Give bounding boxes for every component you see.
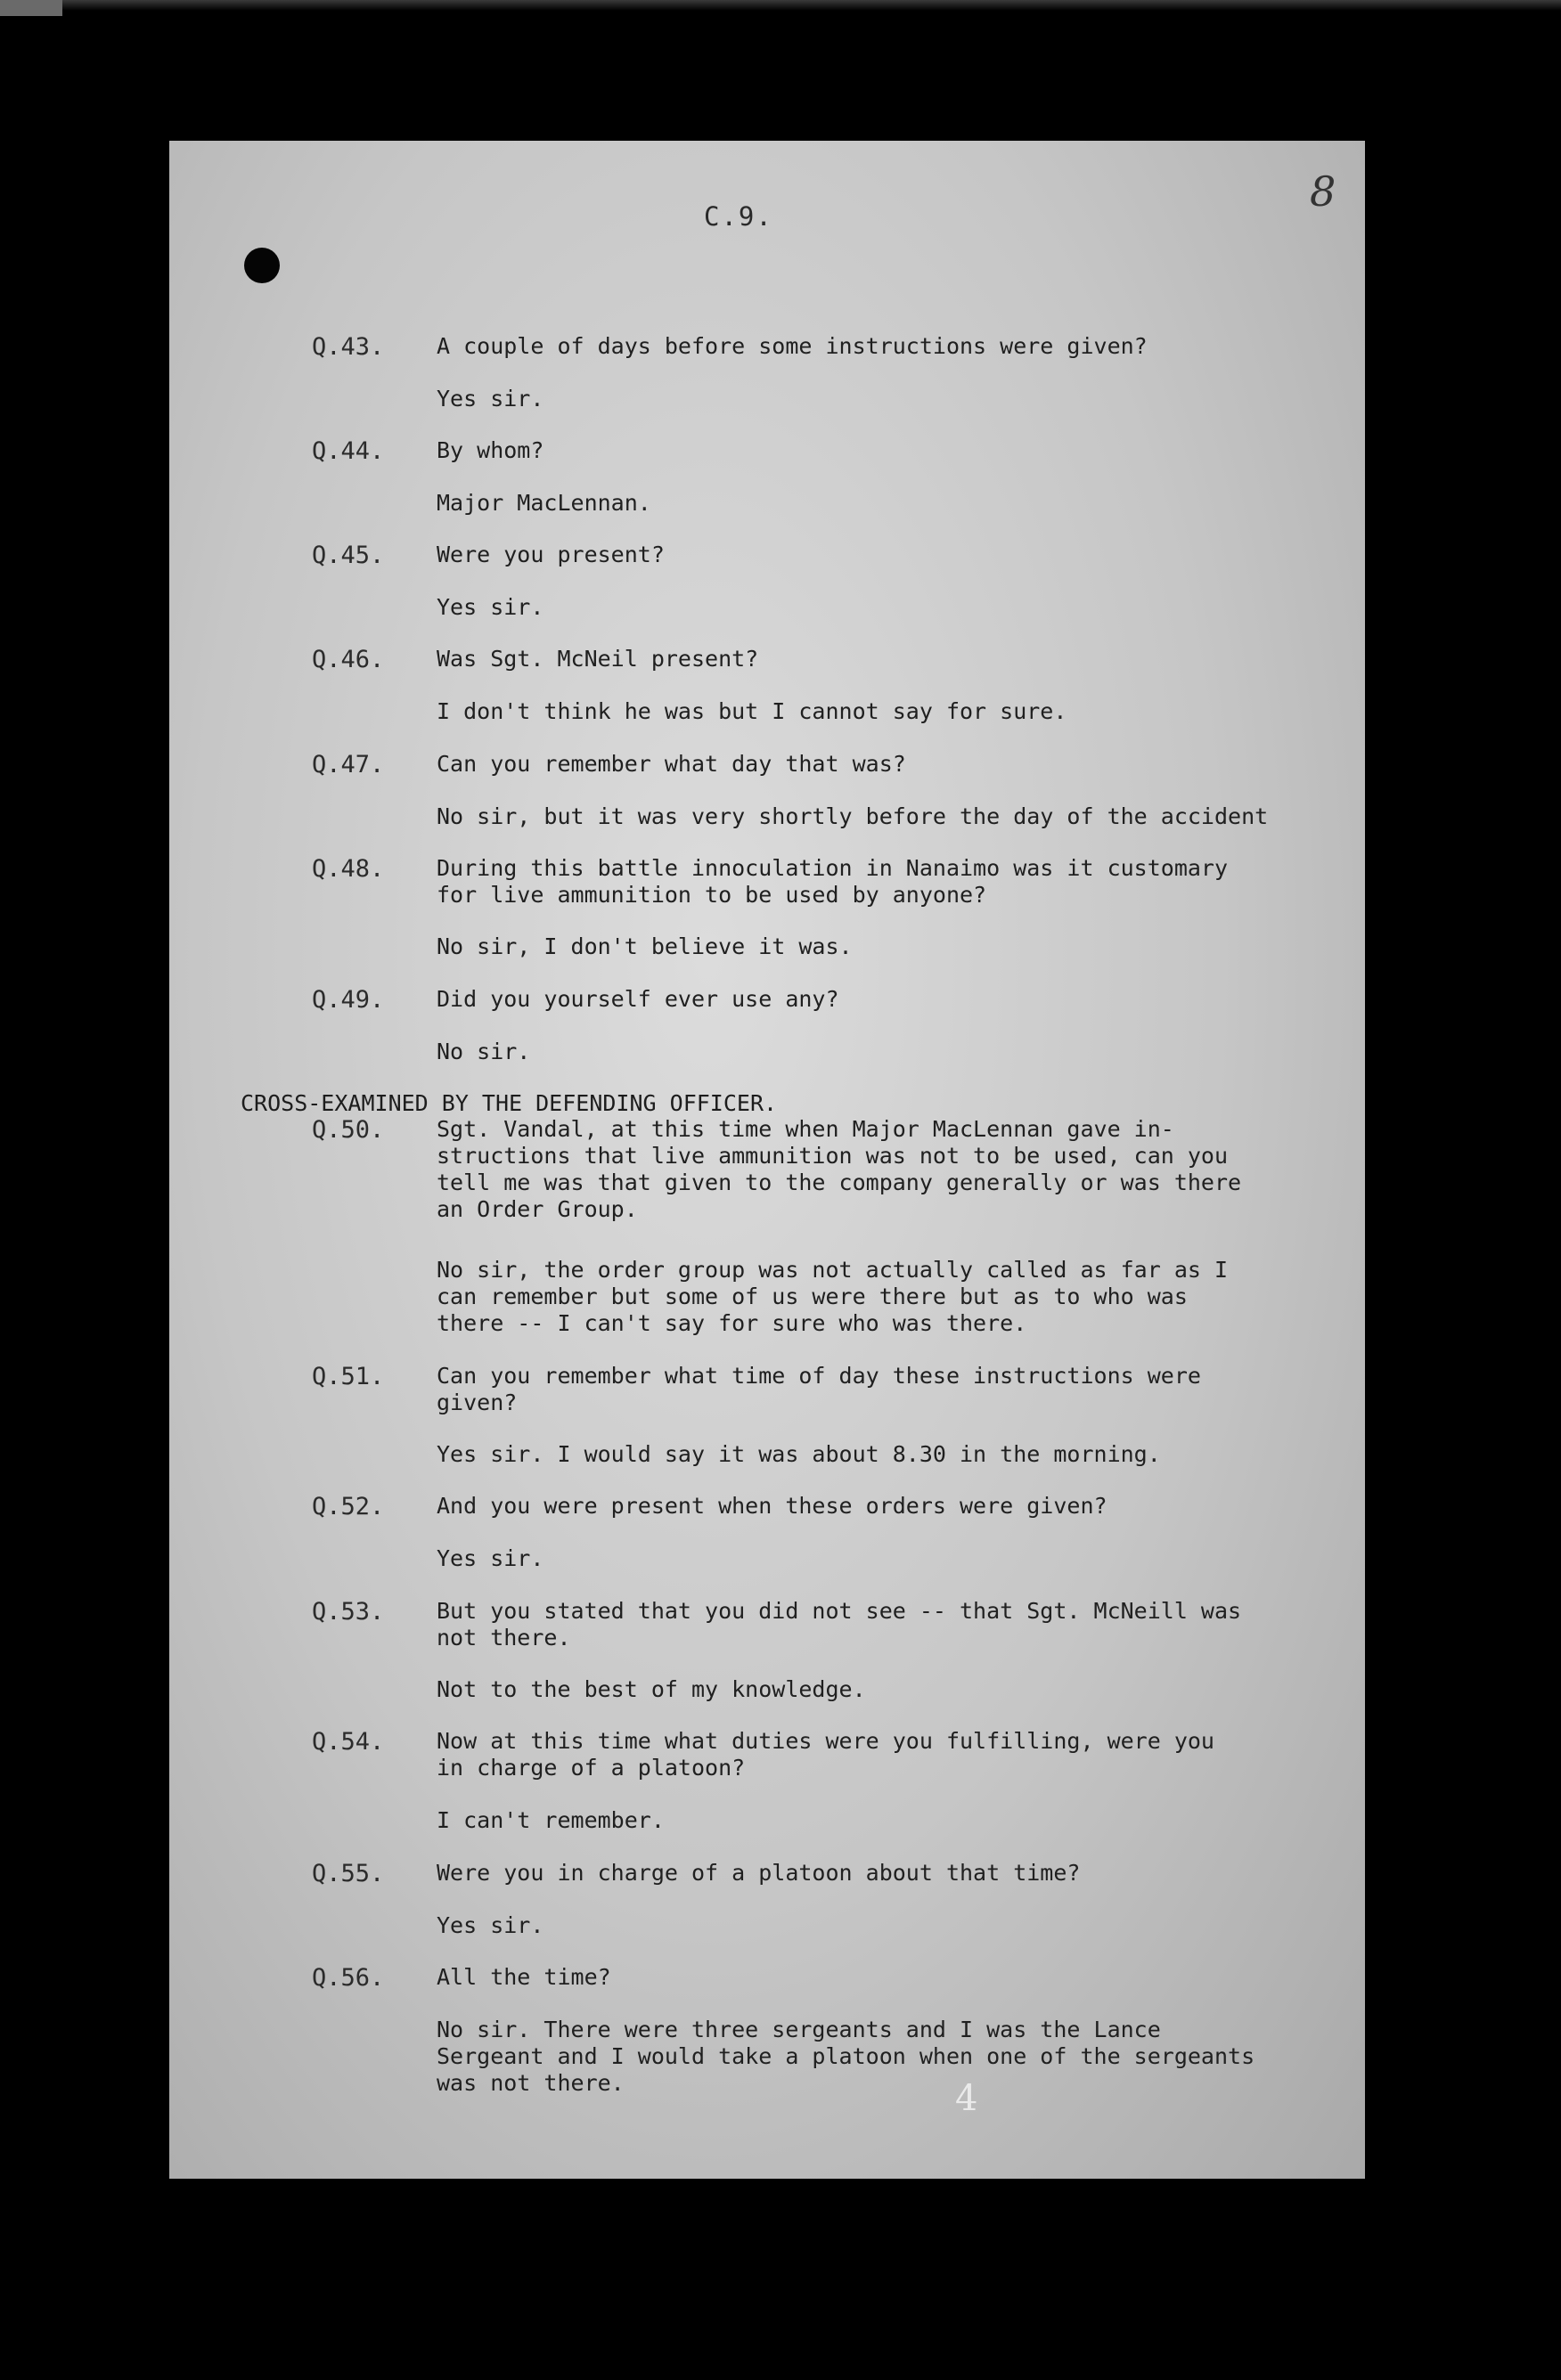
- question-number: Q.46.: [312, 646, 385, 673]
- answer-text: there -- I can't say for sure who was there.: [437, 1310, 1027, 1336]
- document-page: [169, 141, 1365, 2179]
- question-text: Sgt. Vandal, at this time when Major MacLennan gave in-: [437, 1116, 1174, 1142]
- question-text: Did you yourself ever use any?: [437, 986, 839, 1012]
- question-text: Were you in charge of a platoon about that time?: [437, 1860, 1081, 1886]
- answer-text: No sir, the order group was not actually called as far as I: [437, 1257, 1229, 1283]
- answer-text: was not there.: [437, 2070, 625, 2096]
- question-number: Q.51.: [312, 1363, 385, 1390]
- question-text: Now at this time what duties were you fulfilling, were you: [437, 1728, 1214, 1754]
- answer-text: I can't remember.: [437, 1807, 665, 1833]
- question-text: But you stated that you did not see -- that Sgt. McNeill was: [437, 1598, 1242, 1624]
- question-text: Were you present?: [437, 542, 665, 567]
- answer-text: can remember but some of us were there but as to who was: [437, 1284, 1188, 1309]
- punch-hole: [244, 248, 280, 283]
- answer-text: I don't think he was but I cannot say for sure.: [437, 698, 1067, 724]
- answer-text: No sir, but it was very shortly before the day of the accident: [437, 803, 1269, 829]
- question-text: not there.: [437, 1625, 571, 1651]
- question-number: Q.45.: [312, 542, 385, 569]
- question-number: Q.56.: [312, 1964, 385, 1992]
- question-number: Q.50.: [312, 1116, 385, 1144]
- question-text: Can you remember what day that was?: [437, 751, 906, 777]
- question-text: During this battle innoculation in Nanaimo was it customary: [437, 855, 1229, 881]
- folio-number: 8: [1310, 167, 1336, 216]
- question-text: for live ammunition to be used by anyone?: [437, 882, 987, 908]
- top-scan-edge: [0, 0, 1561, 11]
- answer-text: Sergeant and I would take a platoon when one of the sergeants: [437, 2043, 1255, 2069]
- question-text: Was Sgt. McNeil present?: [437, 646, 759, 672]
- question-number: Q.47.: [312, 751, 385, 778]
- question-text: an Order Group.: [437, 1196, 638, 1222]
- question-number: Q.48.: [312, 855, 385, 883]
- question-number: Q.53.: [312, 1598, 385, 1626]
- answer-text: Yes sir.: [437, 1545, 544, 1571]
- question-text: By whom?: [437, 437, 544, 463]
- answer-text: No sir. There were three sergeants and I was the Lance: [437, 2017, 1161, 2042]
- section-heading: CROSS-EXAMINED BY THE DEFENDING OFFICER.: [241, 1090, 778, 1116]
- answer-text: No sir.: [437, 1039, 531, 1064]
- question-text: A couple of days before some instructions were given?: [437, 333, 1148, 359]
- question-number: Q.52.: [312, 1493, 385, 1520]
- answer-text: Yes sir.: [437, 1912, 544, 1938]
- question-number: Q.43.: [312, 333, 385, 361]
- answer-text: Major MacLennan.: [437, 490, 651, 516]
- handwritten-margin-mark: 4: [955, 2078, 978, 2119]
- answer-text: Yes sir.: [437, 594, 544, 620]
- question-text: Can you remember what time of day these instructions were: [437, 1363, 1201, 1389]
- question-text: tell me was that given to the company generally or was there: [437, 1170, 1242, 1195]
- question-number: Q.55.: [312, 1860, 385, 1887]
- question-text: structions that live ammunition was not to be used, can you: [437, 1143, 1229, 1169]
- page-label: C.9.: [704, 201, 773, 232]
- answer-text: Not to the best of my knowledge.: [437, 1676, 866, 1702]
- question-text: given?: [437, 1390, 518, 1415]
- question-text: in charge of a platoon?: [437, 1755, 746, 1781]
- answer-text: No sir, I don't believe it was.: [437, 933, 853, 959]
- corner-scan-mark: [0, 0, 62, 16]
- question-text: All the time?: [437, 1964, 611, 1990]
- question-number: Q.49.: [312, 986, 385, 1014]
- question-text: And you were present when these orders were given?: [437, 1493, 1107, 1519]
- question-number: Q.54.: [312, 1728, 385, 1756]
- answer-text: Yes sir.: [437, 386, 544, 412]
- answer-text: Yes sir. I would say it was about 8.30 in the morning.: [437, 1441, 1161, 1467]
- question-number: Q.44.: [312, 437, 385, 465]
